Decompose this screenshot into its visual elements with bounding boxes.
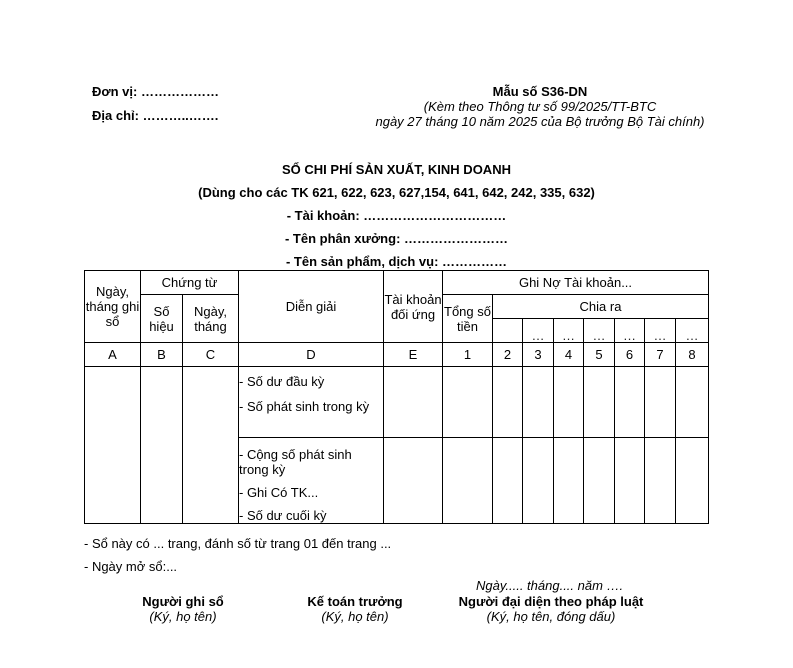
period-total-label: - Cộng số phát sinh trong kỳ xyxy=(239,447,352,477)
amount-cell[interactable] xyxy=(645,438,676,524)
code-cell: E xyxy=(384,343,443,367)
legal-rep-note: (Ký, họ tên, đóng dấu) xyxy=(486,609,616,624)
signature-legal-representative xyxy=(441,594,661,624)
code-cell: D xyxy=(239,343,384,367)
voucher-number-cell[interactable] xyxy=(141,367,183,524)
header-total-amount: Tổng số tiền xyxy=(443,295,493,343)
amount-cell[interactable] xyxy=(554,367,584,438)
code-cell: A xyxy=(85,343,141,367)
description-cell xyxy=(239,367,384,438)
ledger-title-block xyxy=(0,161,793,276)
contra-account-cell[interactable] xyxy=(384,438,443,524)
amount-cell[interactable] xyxy=(493,438,523,524)
amount-cell[interactable] xyxy=(554,438,584,524)
code-cell: 7 xyxy=(645,343,676,367)
description-cell xyxy=(239,438,384,524)
amount-cell[interactable] xyxy=(584,367,615,438)
code-cell: 3 xyxy=(523,343,554,367)
header-debit-account: Ghi Nợ Tài khoản... xyxy=(443,271,709,295)
code-cell: 4 xyxy=(554,343,584,367)
total-cell[interactable] xyxy=(443,367,493,438)
ledger-title: SỔ CHI PHÍ SẢN XUẤT, KINH DOANH xyxy=(282,162,511,177)
account-field: - Tài khoản: …………………………… xyxy=(286,208,507,223)
header-date: Ngày, tháng ghi sổ xyxy=(85,271,141,343)
breakdown-subheader: … xyxy=(584,319,615,343)
header-breakdown: Chia ra xyxy=(493,295,709,319)
amount-cell[interactable] xyxy=(645,367,676,438)
header-voucher: Chứng từ xyxy=(141,271,239,295)
code-cell: B xyxy=(141,343,183,367)
workshop-field: - Tên phân xưởng: …………………… xyxy=(284,231,509,246)
open-date-note: - Ngày mở sổ:... xyxy=(84,559,178,574)
signature-date-line: Ngày..... tháng.... năm …. xyxy=(476,578,624,593)
legal-rep-title: Người đại diện theo pháp luật xyxy=(458,594,644,609)
chief-accountant-note: (Ký, họ tên) xyxy=(321,609,389,624)
column-code-row xyxy=(85,343,709,367)
ledger-notes xyxy=(84,532,391,578)
amount-cell[interactable] xyxy=(523,367,554,438)
code-cell: 8 xyxy=(676,343,709,367)
header-description: Diễn giải xyxy=(239,271,384,343)
code-cell: 5 xyxy=(584,343,615,367)
breakdown-subheader: … xyxy=(615,319,645,343)
ledger-table xyxy=(84,270,709,524)
page-count-note: - Sổ này có ... trang, đánh số từ trang 01 đến trang ... xyxy=(84,536,392,551)
unit-field: Đơn vị: ……………… xyxy=(92,84,219,99)
opening-balance-label: - Số dư đầu kỳ xyxy=(239,374,325,389)
recorder-title: Người ghi sổ xyxy=(142,594,224,609)
code-cell: C xyxy=(183,343,239,367)
header-voucher-date: Ngày, tháng xyxy=(183,295,239,343)
product-field: - Tên sản phẩm, dịch vụ: …………… xyxy=(285,254,508,269)
amount-cell[interactable] xyxy=(615,367,645,438)
period-arising-label: - Số phát sinh trong kỳ xyxy=(239,399,370,414)
form-code: Mẫu số S36-DN xyxy=(492,84,588,99)
amount-cell[interactable] xyxy=(676,367,709,438)
breakdown-subheader: … xyxy=(554,319,584,343)
credit-account-label: - Ghi Có TK... xyxy=(239,485,319,500)
breakdown-subheader: … xyxy=(645,319,676,343)
circular-line-2: ngày 27 tháng 10 năm 2025 của Bộ trưởng Bộ Tài chính) xyxy=(375,114,705,129)
signature-chief-accountant xyxy=(275,594,435,624)
header-contra-account: Tài khoản đối ứng xyxy=(384,271,443,343)
address-field: Địa chỉ: ………..……. xyxy=(92,108,219,123)
date-cell[interactable] xyxy=(85,367,141,524)
signature-recorder xyxy=(103,594,263,624)
ledger-subtitle: (Dùng cho các TK 621, 622, 623, 627,154, 641, 642, 242, 335, 632) xyxy=(198,185,595,200)
contra-account-cell[interactable] xyxy=(384,367,443,438)
code-cell: 2 xyxy=(493,343,523,367)
breakdown-subheader xyxy=(493,319,523,343)
breakdown-subheader: … xyxy=(676,319,709,343)
circular-line-1: (Kèm theo Thông tư số 99/2025/TT-BTC xyxy=(423,99,657,114)
header-voucher-number: Số hiệu xyxy=(141,295,183,343)
breakdown-subheader: … xyxy=(523,319,554,343)
voucher-date-cell[interactable] xyxy=(183,367,239,524)
table-row xyxy=(85,367,709,438)
total-cell[interactable] xyxy=(443,438,493,524)
recorder-note: (Ký, họ tên) xyxy=(149,609,217,624)
amount-cell[interactable] xyxy=(523,438,554,524)
amount-cell[interactable] xyxy=(493,367,523,438)
closing-balance-label: - Số dư cuối kỳ xyxy=(239,508,327,523)
code-cell: 1 xyxy=(443,343,493,367)
amount-cell[interactable] xyxy=(615,438,645,524)
code-cell: 6 xyxy=(615,343,645,367)
amount-cell[interactable] xyxy=(584,438,615,524)
amount-cell[interactable] xyxy=(676,438,709,524)
chief-accountant-title: Kế toán trưởng xyxy=(307,594,403,609)
form-info xyxy=(300,84,780,129)
